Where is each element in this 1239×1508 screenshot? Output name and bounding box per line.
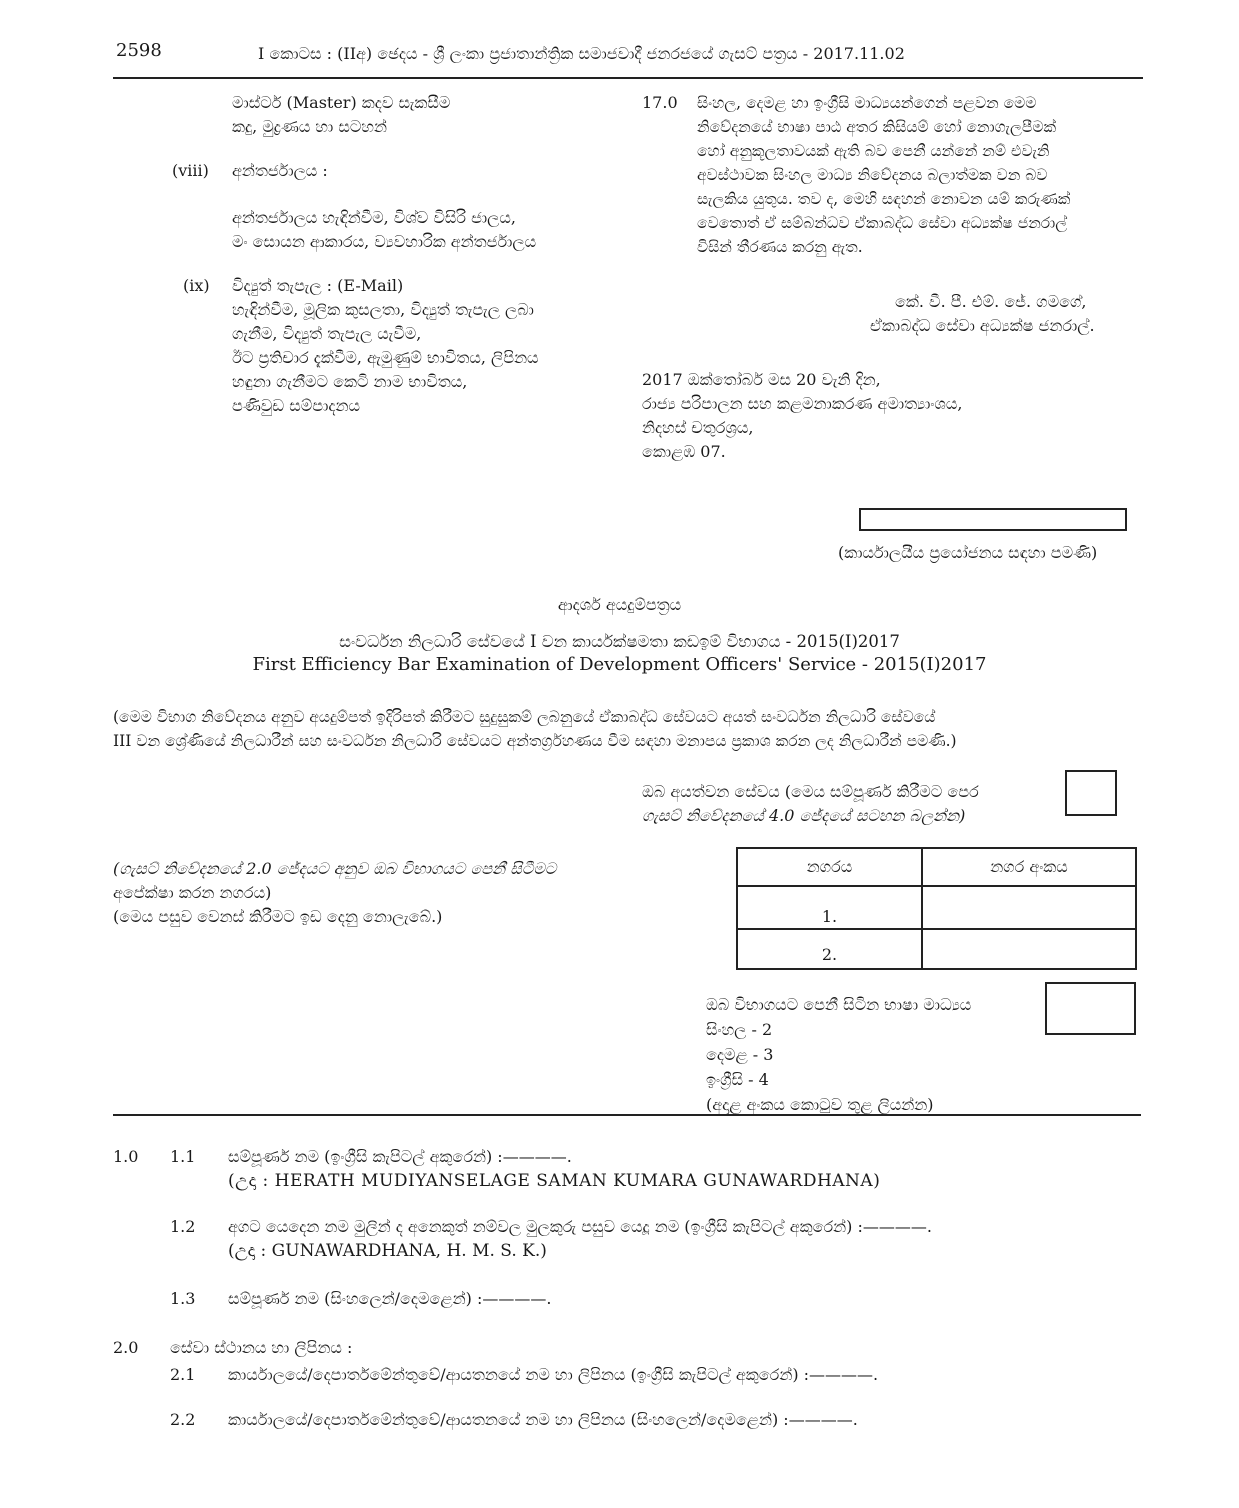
left-line: පණිවුඩ සම්පාදනය bbox=[232, 396, 360, 415]
service-label: ගැසට් නිවේදනයේ 4.0 ජේදයේ සටහන බලන්න) bbox=[642, 806, 966, 825]
service-label: ඔබ අයත්වන සේවය (මෙය සම්පූර්ණ කිරීමට පෙර bbox=[642, 782, 979, 801]
office-use-box bbox=[859, 508, 1127, 531]
city-row-number: 1. bbox=[737, 886, 922, 929]
medium-option: ඉංග්‍රීසි - 4 bbox=[706, 1070, 769, 1089]
item-number: (viii) bbox=[172, 161, 209, 180]
left-line: මාස්ටර් (Master) කදව සැකසීම bbox=[232, 93, 451, 112]
paragraph-line: හෝ අනුකූලතාවයක් ඇති බව පෙනී යන්නේ නම් එවැනි bbox=[697, 142, 1050, 160]
name-with-initials-field: අගට යෙදෙන නම මුලින් ද අනෙකුත් නම්වල මුලකුරු පසුව යෙදූ නම (ඉංග්‍රීසි කැපිටල් අකුරෙන්) :————. bbox=[228, 1217, 932, 1236]
left-line: හඳුනා ගැනීමට කෙටි නාම භාවිතය, bbox=[232, 372, 468, 391]
page-number: 2598 bbox=[116, 40, 162, 61]
exam-title-sinhala: සංවර්ධන නිලධාරි සේවයේ I වන කාර්යක්ෂමතා කඩඉම් විභාගය - 2015(I)2017 bbox=[339, 632, 900, 651]
address-line: නිදහස් චතුරශ්‍රය, bbox=[642, 418, 754, 437]
office-use-label: (කාර්යාලයීය ප්‍රයෝජනය සඳහා පමණි) bbox=[838, 543, 1098, 562]
header-rule bbox=[113, 77, 1143, 79]
section-title: සේවා ස්ථානය හා ලිපිනය : bbox=[170, 1338, 353, 1357]
section-number: 2.0 bbox=[113, 1338, 139, 1357]
left-line: අන්තර්ජාලය හැඳින්වීම, විශ්ව විසිරි ජාලය, bbox=[232, 208, 516, 227]
field-number: 1.2 bbox=[170, 1217, 196, 1236]
field-number: 1.1 bbox=[170, 1147, 196, 1166]
full-name-example: (උදා : HERATH MUDIYANSELAGE SAMAN KUMARA GUNAWARDHANA) bbox=[228, 1171, 881, 1191]
signatory-name: කේ. වී. පී. එම්. ජේ. ගමගේ, bbox=[895, 292, 1087, 311]
left-line: කදු, මුද්‍රණය හා සටහන් bbox=[232, 117, 387, 136]
eligibility-note: III වන ශ්‍රේණියේ නිලධාරීන් සහ සංවර්ධන නිලධාරි සේවයට අන්තර්ග්‍රහණය වීම සඳහා මනාපය ප්‍රකාශ කරන ලද නිලධාරීන් පමණි.) bbox=[113, 732, 957, 750]
full-name-sinhala-field: සම්පූර්ණ නම (සිංහලෙන්/දෙමළෙන්) :————. bbox=[228, 1289, 552, 1308]
medium-input-box[interactable] bbox=[1045, 982, 1136, 1035]
item-number: (ix) bbox=[183, 276, 210, 295]
signatory-title: ඒකාබද්ධ සේවා අධ්‍යක්ෂ ජනරාල්. bbox=[870, 316, 1095, 335]
full-name-english-field: සම්පූර්ණ නම (ඉංග්‍රීසි කැපිටල් අකුරෙන්) :————. bbox=[228, 1147, 572, 1166]
section-rule bbox=[113, 1114, 1141, 1116]
city-row-number: 2. bbox=[737, 929, 922, 969]
city-table bbox=[736, 847, 1137, 970]
city-table-header-row bbox=[737, 848, 1136, 886]
running-title: I කොටස : (IIඅ) ඡෙදය - ශ්‍රී ලංකා ප්‍රජාතාන්ත්‍රික සමාජවාදී ජනරජයේ ගැසට් පත්‍රය - 2017.11.02 bbox=[258, 44, 905, 63]
item-title: විද්‍යුත් තැපැල : (E-Mail) bbox=[232, 276, 404, 295]
paragraph-line: විසින් තීරණය කරනු ඇත. bbox=[697, 238, 863, 256]
address-line: කොළඹ 07. bbox=[642, 442, 726, 461]
left-line: මං සොයන ආකාරය, ව්‍යවහාරික අන්තර්ජාලය bbox=[232, 232, 537, 251]
city-number-input[interactable] bbox=[922, 886, 1136, 929]
field-number: 1.3 bbox=[170, 1289, 196, 1308]
city-note: (ගැසට් නිවේදනයේ 2.0 ජේදයට අනුව ඔබ විභාගයට පෙනී සිටීමට bbox=[113, 859, 557, 878]
item-title: අන්තර්ජාලය : bbox=[232, 161, 328, 180]
name-with-initials-example: (උදා : GUNAWARDHANA, H. M. S. K.) bbox=[228, 1241, 547, 1261]
issue-date: 2017 ඔක්තෝබර් මස 20 වැනි දින, bbox=[642, 370, 881, 389]
field-number: 2.2 bbox=[170, 1410, 196, 1429]
field-number: 2.1 bbox=[170, 1365, 196, 1384]
paragraph-line: අවස්ථාවක සිංහල මාධ්‍ය නිවේදනය බලාත්මක වන බව bbox=[697, 166, 1048, 184]
section-number: 1.0 bbox=[113, 1147, 139, 1166]
paragraph-line: නිවේදනයේ භාෂා පාඨ අතර කිසියම් හෝ නොගැලපීමක් bbox=[697, 118, 1057, 136]
paragraph-line: සිංහල, දෙමළ හා ඉංග්‍රීසි මාධ්‍යයන්ගෙන් පළවන මෙම bbox=[697, 94, 1037, 112]
office-address-english-field: කාර්යාලයේ/දෙපාර්තමේන්තුවේ/ආයතනයේ නම හා ලිපිනය (ඉංග්‍රීසි කැපිටල් අකුරෙන්) :————. bbox=[228, 1365, 879, 1384]
medium-option: සිංහල - 2 bbox=[706, 1020, 773, 1039]
city-note: (මෙය පසුව වෙනස් කිරීමට ඉඩ දෙනු නොලැබේ.) bbox=[113, 907, 443, 926]
paragraph-line: වෙතොත් ඒ සම්බන්ධව ඒකාබද්ධ සේවා අධ්‍යක්ෂ ජනරාල් bbox=[697, 214, 1068, 232]
medium-label: ඔබ විභාගයට පෙනී සිටින භාෂා මාධ්‍යය bbox=[706, 995, 972, 1014]
service-input-box[interactable] bbox=[1065, 770, 1117, 816]
left-line: හැඳින්වීම, මූලික කුසලතා, විද්‍යුත් තැපැල ලබා bbox=[232, 300, 534, 319]
paragraph-number: 17.0 bbox=[642, 93, 678, 112]
table-row bbox=[737, 886, 1136, 929]
eligibility-note: (මෙම විභාග නිවේදනය අනුව අයදුම්පත් ඉදිරිපත් කිරීමට සුදුසුකම් ලබනුයේ ඒකාබද්ධ සේවයට අයත් සංවර්ධන නිලධාරි සේවයේ bbox=[113, 708, 936, 726]
exam-title-english: First Efficiency Bar Examination of Development Officers' Service - 2015(I)2017 bbox=[252, 654, 987, 675]
address-line: රාජ්‍ය පරිපාලන සහ කළමනාකරණ අමාත්‍යාංශය, bbox=[642, 394, 963, 413]
left-line: ගැනීම, විද්‍යුත් තැපැල යැවීම, bbox=[232, 324, 422, 343]
medium-option: දෙමළ - 3 bbox=[706, 1045, 774, 1064]
left-line: ඊට ප්‍රතිචාර දැක්වීම, ඇමුණුම් භාවිතය, ලිපිනය bbox=[232, 348, 539, 367]
model-form-label: ආදර්ශ අයදුම්පත්‍රය bbox=[557, 595, 682, 614]
office-address-sinhala-field: කාර්යාලයේ/දෙපාර්තමේන්තුවේ/ආයතනයේ නම හා ලිපිනය (සිංහලෙන්/දෙමළෙන්) :————. bbox=[228, 1410, 858, 1429]
table-row bbox=[737, 929, 1136, 969]
paragraph-line: සැලකිය යුතුය. තව ද, මෙහි සඳහන් නොවන යම් කරුණක් bbox=[697, 190, 1071, 208]
city-note: අපේක්ෂා කරන නගරය) bbox=[113, 883, 272, 902]
city-header: නගරය bbox=[737, 848, 922, 886]
city-number-input[interactable] bbox=[922, 929, 1136, 969]
city-number-header: නගර අංකය bbox=[922, 848, 1136, 886]
medium-note: (අදාළ අංකය කොටුව තුළ ලියන්න) bbox=[706, 1095, 934, 1114]
